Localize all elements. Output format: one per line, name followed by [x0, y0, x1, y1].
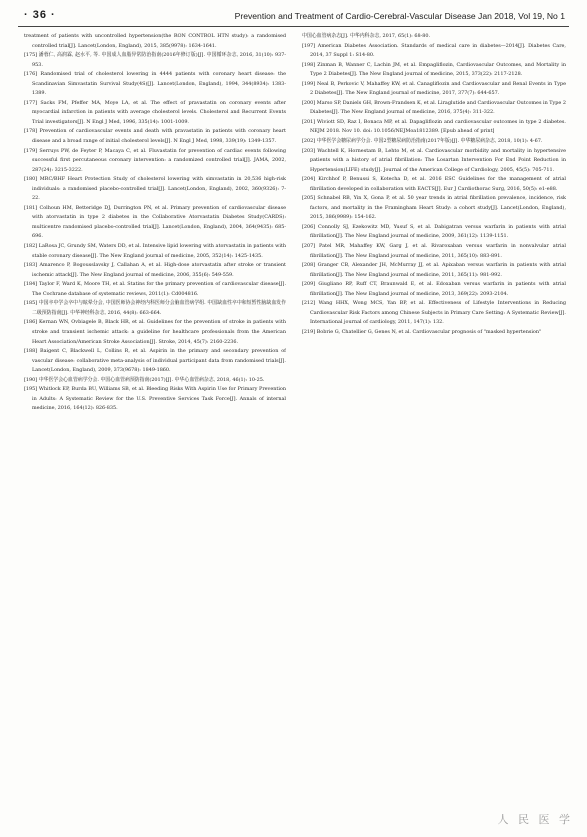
- reference-entry: [201] Wiviott SD, Raz I, Bonaca MP, et al. Dapagliflozin and cardiovascular outcomes in type 2 diabetes. NEJM 2018. Nov 10. doi: 10.1056/NEJMoa1812389. [Epub ahead of print]: [302, 118, 566, 135]
- reference-entry: [186] Kernan WN, Ovbiagele B, Black HR, et al. Guidelines for the prevention of stroke in patients with stroke and transient ischemic attack: a guideline for healthcare professionals from the American Heart Association/American Stroke Association[J]. Stroke, 2014, 45(7): 2160-2236.: [24, 319, 286, 345]
- reference-entry: [203] Wachtell K, Hornestam B, Lehto M, et al. Cardiovascular morbidity and mortality in hypertensive patients with a history of atrial fibrillation: The Losartan Intervention For End Point Reduction in Hypertension(LIFE) study[J]. Journal of the American College of Cardiology, 2005, 45(5): 705-711.: [302, 147, 566, 173]
- reference-entry: [179] Serruys PW, de Feyter P, Macaya C, et al. Fluvastatin for prevention of cardiac events following successful first percutaneous coronary intervention: a randomized controlled trial[J]. JAMA, 2002, 287(24): 3215-3222.: [24, 147, 286, 173]
- reference-entry: [178] Prevention of cardiovascular events and death with pravastatin in patients with coronary heart disease and a broad range of initial cholesterol levels[J]. N Engl J Med, 1998, 339(19): 1349-1357.: [24, 128, 286, 145]
- page-number: · 36 ·: [24, 9, 56, 21]
- reference-entry: [209] Giugliano RP, Ruff CT, Braunwald E, et al. Edoxaban versus warfarin in patients with atrial fibrillation[J]. The New England journal of medicine, 2013, 369(22): 2093-2104.: [302, 281, 566, 297]
- reference-column-left: [24, 32, 286, 822]
- watermark-text: 人 民 医 学: [497, 813, 573, 826]
- reference-entry: [182] LaRosa JC, Grundy SM, Waters DD, et al. Intensive lipid lowering with atorvastatin in patients with stable coronary disease[J]. The New England journal of medicine, 2005, 352(14): 1425-1435.: [24, 243, 286, 259]
- reference-column-right: [302, 32, 566, 822]
- reference-entry: treatment of patients with uncontrolled hypertension(the RON CONTROL HTN study): a randomised controlled trial[J]. Lancet(London, England), 2015, 385(9978): 1634-1641.: [24, 33, 286, 49]
- reference-entry: [175] 潘蓉仁, 高润霖, 赵水平, 等. 中国成人血脂异常防治指南(2016年修订版)[J]. 中国循环杂志, 2016, 31(10): 937-953.: [24, 52, 286, 68]
- reference-entry: [188] Baigent C, Blackwell L, Collins R, et al. Aspirin in the primary and secondary prevention of vascular disease: collaborative meta-analysis of individual participant data from randomised trials[J]. Lancet(London, England), 2009, 373(9678): 1849-1860.: [24, 348, 286, 374]
- reference-entry: [180] MRC/BHF Heart Protection Study of cholesterol lowering with simvastatin in 20,536 high-risk individuals: a randomised placebo-controlled trial[J]. Lancet(London, England), 2002, 360(9326): 7-22.: [24, 176, 286, 202]
- reference-entry: [176] Randomised trial of cholesterol lowering in 4444 patients with coronary heart disease: the Scandinavian Simvastatin Survival Study(4S)[J]. Lancet(London, England), 1994, 344(8934): 1383-1389.: [24, 71, 286, 97]
- reference-entry: [197] American Diabetes Association. Standards of medical care in diabetes—2014[J]. Diabetes Care, 2014, 37 Suppl 1: S14-80.: [302, 42, 566, 59]
- reference-entry: [185] 中国卒中学会卒中与眩晕分会, 中国医师协会神经内科医师分会脑血管病学组. 中国缺血性卒中和短暂性脑缺血发作二级预防指南[J]. 中华神经科杂志, 2016, 44(8): 663-664.: [24, 300, 286, 316]
- reference-entry: 中国心血管病杂志[J]. 中华内科杂志, 2017, 65(1): 68-80.: [302, 33, 431, 39]
- reference-entry: [184] Taylor F, Ward K, Moore TH, et al. Statins for the primary prevention of cardiovascular disease[J]. The Cochrane database of systematic reviews, 2011(1): Cd004816.: [24, 281, 286, 297]
- reference-entry: [198] Zinman B, Wanner C, Lachin JM, et al. Empagliflozin, Cardiovascular Outcomes, and Mortality in Type 2 Diabetes[J]. The New England journal of medicine, 2015, 373(22): 2117-2128.: [302, 61, 566, 78]
- reference-entry: [219] Bobrie G, Chatellier G, Genes N, et al. Cardiovascular prognosis of "masked hypertension": [302, 328, 542, 335]
- reference-entry: [206] Connolly SJ, Ezekowitz MD, Yusuf S, et al. Dabigatran versus warfarin in patients with atrial fibrillation[J]. The New England journal of medicine, 2009, 361(12): 1139-1151.: [302, 223, 566, 240]
- reference-entry: [190] 中华医学会心血管病学分会. 中国心血管病预防指南(2017)[J]. 中华心血管病杂志, 2018, 46(1): 10-25.: [24, 376, 265, 383]
- reference-entry: [177] Sacks FM, Pfeffer MA, Moye LA, et al. The effect of pravastatin on coronary events after myocardial infarction in patients with average cholesterol levels. Cholesterol and Recurrent Events Trial investigators[J]. N Engl J Med, 1996, 335(14): 1001-1009.: [24, 99, 286, 125]
- journal-title: Prevention and Treatment of Cardio-Cerebral-Vascular Disease Jan 2018, Vol 19, No 1: [234, 11, 565, 21]
- reference-entry: [202] 中华医学会糖尿病学分会. 中国2型糖尿病防治指南(2017年版)[J]. 中华糖尿病杂志, 2018, 10(1): 4-67.: [302, 138, 543, 145]
- reference-entry: [204] Kirchhof P, Benussi S, Kotecha D, et al. 2016 ESC Guidelines for the management of atrial fibrillation developed in collaboration with EACTS[J]. Eur J Cardiothorac Surg, 2016, 50(5): e1-e88.: [302, 176, 566, 192]
- running-header: [18, 8, 569, 27]
- reference-entry: [205] Schnabel RB, Yin X, Gona P, et al. 50 year trends in atrial fibrillation prevalence, incidence, risk factors, and mortality in the Framingham Heart Study: a cohort study[J]. Lancet(London, England), 2015, 386(9989): 154-162.: [302, 195, 566, 221]
- reference-entry: [208] Granger CB, Alexander JH, McMurray JJ, et al. Apixaban versus warfarin in patients with atrial fibrillation[J]. The New England journal of medicine, 2011, 365(11): 981-992.: [302, 262, 566, 278]
- reference-entry: [207] Patel MR, Mahaffey KW, Garg J, et al. Rivaroxaban versus warfarin in nonvalvular atrial fibrillation[J]. The New England journal of medicine, 2011, 365(10): 883-891.: [302, 243, 566, 259]
- reference-entry: [212] Wang HHX, Wong MCS, Yan BP, et al. Effectiveness of Lifestyle Interventions in Reducing Cardiovascular Risk Factors among Chinese Subjects in Primary Care Setting: A Systematic Review[J]. International journal of cardiology, 2011, 147(1): 132.: [302, 300, 566, 326]
- reference-entry: [200] Marso SP, Daniels GH, Brown-Frandsen K, et al. Liraglutide and Cardiovascular Outcomes in Type 2 Diabetes[J]. The New England journal of medicine, 2016, 375(4): 311-322.: [302, 99, 566, 116]
- reference-entry: [183] Amarenco P, Bogousslavsky J, Callahan A, et al. High-dose atorvastatin after stroke or transient ischemic attack[J]. The New England journal of medicine, 2006, 355(6): 549-559.: [24, 262, 286, 278]
- reference-entry: [181] Colhoun HM, Betteridge DJ, Durrington PN, et al. Primary prevention of cardiovascular disease with atorvastatin in type 2 diabetes in the Collaborative Atorvastatin Diabetes Study(CARDS): multicentre randomised placebo-controlled trial[J]. Lancet(London, England), 2004, 364(9435): 685-696.: [24, 204, 286, 240]
- reference-entry: [199] Neal B, Perkovic V, Mahaffey KW, et al. Canagliflozin and Cardiovascular and Renal Events in Type 2 Diabetes[J]. The New England journal of medicine, 2017, 377(7): 644-657.: [302, 80, 566, 97]
- reference-entry: [195] Whitlock EP, Burda BU, Williams SB, et al. Bleeding Risks With Aspirin Use for Primary Prevention in Adults: A Systematic Review for the U.S. Preventive Services Task Force[J]. Annals of internal medicine, 2016, 164(12): 826-835.: [24, 386, 286, 412]
